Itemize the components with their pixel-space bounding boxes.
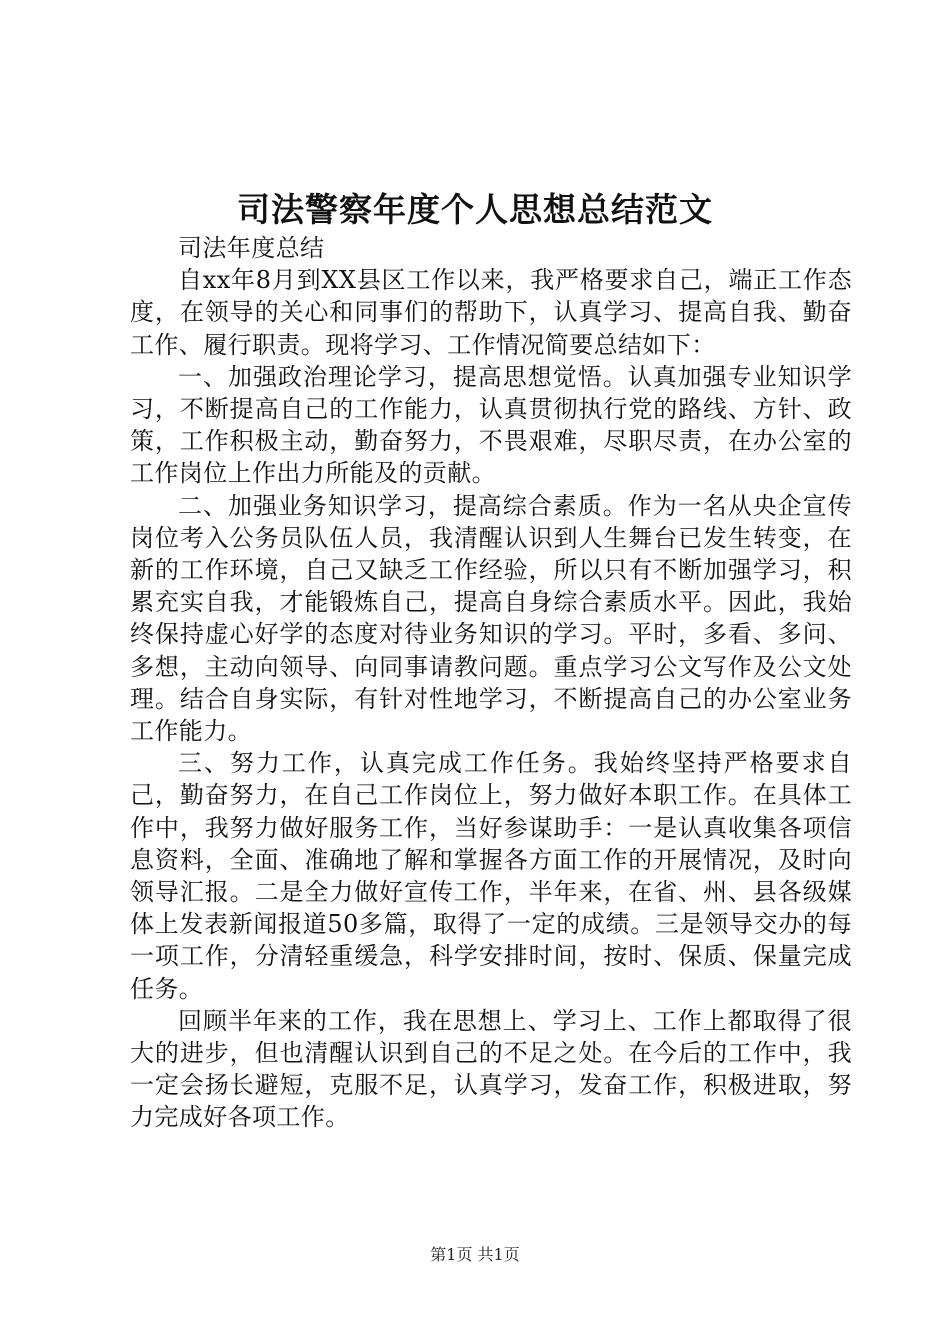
- paragraph-conclusion: 回顾半年来的工作，我在思想上、学习上、工作上都取得了很大的进步，但也清醒认识到自己的不足之处。在今后的工作中，我一定会扬长避短，克服不足，认真学习，发奋工作，积极进取，努力完成好各项工作。: [130, 1006, 852, 1132]
- paragraph-subtitle: 司法年度总结: [178, 234, 325, 262]
- document-title: 司法警察年度个人思想总结范文: [237, 190, 713, 229]
- document-body: [130, 232, 852, 1134]
- paragraph-section-2: 二、加强业务知识学习，提高综合素质。作为一名从央企宣传岗位考入公务员队伍人员，我清醒认识到人生舞台已发生转变，在新的工作环境，自己又缺乏工作经验，所以只有不断加强学习，积累充实自我，才能锻炼自己，提高自身综合素质水平。因此，我始终保持虚心好学的态度对待业务知识的学习。平时，多看、多问、多想，主动向领导、向同事请教问题。重点学习公文写作及公文处理。结合自身实际，有针对性地学习，不断提高自己的办公室业务工作能力。: [130, 491, 852, 746]
- paragraph-section-1: 一、加强政治理论学习，提高思想觉悟。认真加强专业知识学习，不断提高自己的工作能力，认真贯彻执行党的路线、方针、政策，工作积极主动，勤奋努力，不畏艰难，尽职尽责，在办公室的工作岗位上作出力所能及的贡献。: [130, 362, 852, 488]
- paragraph-intro: 自xx年8月到XX县区工作以来，我严格要求自己，端正工作态度，在领导的关心和同事们的帮助下，认真学习、提高自我、勤奋工作、履行职责。现将学习、工作情况简要总结如下：: [130, 266, 852, 359]
- paragraph-section-3: 三、努力工作，认真完成工作任务。我始终坚持严格要求自己，勤奋努力，在自己工作岗位上，努力做好本职工作。在具体工作中，我努力做好服务工作，当好参谋助手：一是认真收集各项信息资料，全面、准确地了解和掌握各方面工作的开展情况，及时向领导汇报。二是全力做好宣传工作，半年来，在省、州、县各级媒体上发表新闻报道50多篇，取得了一定的成绩。三是领导交办的每一项工作，分清轻重缓急，科学安排时间，按时、保质、保量完成任务。: [130, 749, 852, 1003]
- page-number-footer: 第1页 共1页: [430, 1245, 520, 1264]
